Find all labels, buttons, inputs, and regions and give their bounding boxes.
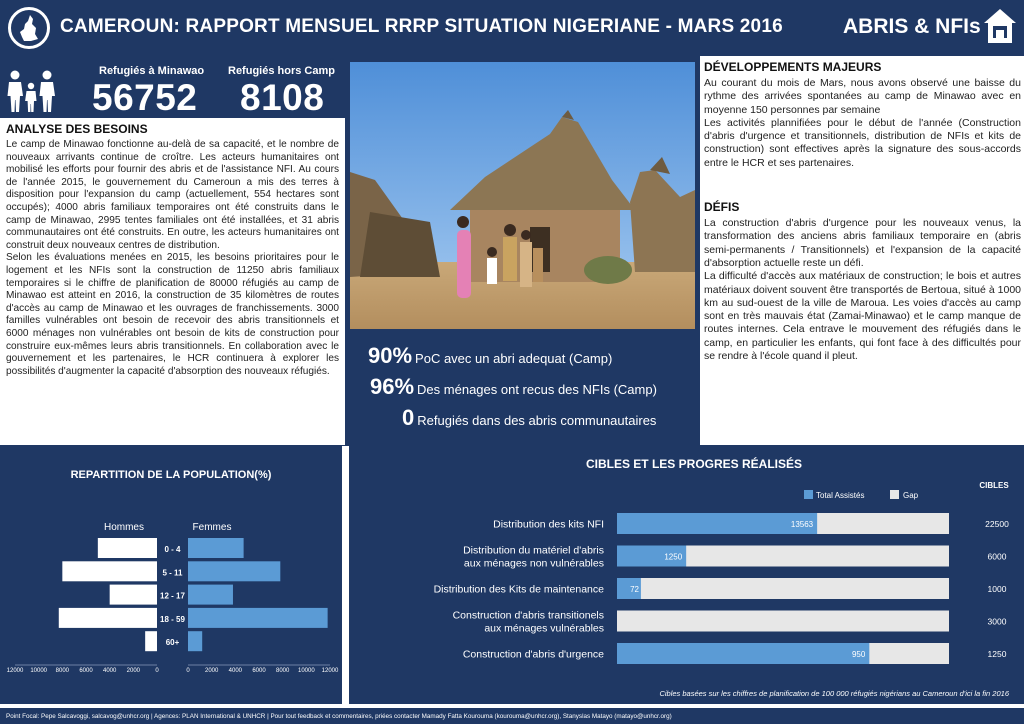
refugee-stats [0, 60, 342, 118]
pop-bar-hommes [98, 538, 157, 558]
target-assisted-label: 950 [851, 650, 866, 659]
target-gap-bar [617, 578, 949, 599]
legend-swatch-assisted [804, 490, 813, 499]
target-assisted-bar [617, 513, 817, 534]
pop-tick-right: 2000 [204, 668, 219, 674]
target-assisted-label: 13563 [790, 520, 814, 529]
pop-age-label: 0 - 4 [164, 545, 181, 554]
pop-tick-right: 8000 [275, 668, 290, 674]
house-icon [982, 6, 1018, 46]
target-value-label: 3000 [987, 616, 1007, 627]
targets-header: CIBLES [979, 481, 1009, 490]
report-title: CAMEROUN: RAPPORT MENSUEL RRRP SITUATION NIGERIANE - MARS 2016 [60, 16, 783, 37]
kpi-text: PoC avec un abri adequat (Camp) [415, 351, 613, 366]
hors-camp-value: 8108 [240, 77, 325, 118]
pop-bar-hommes [110, 585, 157, 605]
family-icon [6, 68, 56, 114]
legend-label-assisted: Total Assistés [816, 491, 865, 500]
target-value-label: 1000 [987, 584, 1007, 594]
pop-tick-right: 4000 [228, 668, 243, 674]
kpi-item [350, 374, 695, 400]
right-column [700, 56, 1024, 445]
challenges-paragraph: La difficulté d'accès aux matériaux de construction; le bois et autres matériaux doivent souvent être transportés de Bertoua, situé à 1000 km au sud-ouest de la ville de Maroua. Les voies d'accès au camp sont en très mauvais état (Zamai-Minawao) et le camp manque de routes internes. Cela entrave le mouvement des réfugiés dans le camp, en particulier les enfants, qui font face à des difficultés pour se rendre à l'école quand il pleut. [704, 270, 1021, 363]
minawao-label: Refugiés à Minawao [99, 65, 205, 77]
section-title: ABRIS & NFIs [843, 15, 981, 38]
target-category-label: Construction d'abris transitionels [452, 609, 604, 622]
pop-bar-femmes [188, 631, 202, 651]
pop-bar-femmes [188, 608, 328, 628]
pop-age-label: 60+ [165, 638, 180, 648]
pop-tick-left: 12000 [6, 668, 24, 674]
pop-tick-right: 0 [186, 668, 190, 674]
pop-tick-left: 2000 [126, 668, 141, 674]
pop-bar-hommes [59, 608, 157, 628]
kpi-text: Refugiés dans des abris communautaires [417, 413, 657, 428]
pop-tick-right: 10000 [297, 668, 315, 674]
pop-chart-title: REPARTITION DE LA POPULATION(%) [70, 469, 272, 481]
needs-paragraph: Le camp de Minawao fonctionne au-delà de sa capacité, et le nombre de nouveaux arrivants continue de croître. Les acteurs humanitaires ont mobilisé les efforts pour fournir des abris et de l'assistance NFI. Au cours de l'année 2015, le gouvernement du Cameroun a mis des terres à disposition pour l'expansion du camp (actuellement, 554 hectares sont occupés); 4000 abris familiaux temporaires ont été construits dans le camp de Minawao, 2995 tentes familiales ont été installées, et 31 abris communautaires ont été construits. En outre, les acteurs humanitaires ont construit deux nouveaux centres de distribution. [6, 139, 339, 251]
kpi-item [350, 343, 695, 369]
needs-paragraph: Selon les évaluations menées en 2015, les besoins prioritaires pour le logement et les NFIs sont la construction de 11250 abris familiaux temporaires si le chiffre de planification de 80000 réfugiés au camp de Minawao est atteint en 2016, la construction de 35 kilomètres de routes d'accès au camp de Minawao et les ouvrages de franchissements. 3000 familles vulnérables ont besoin de recevoir des abris transitionnels et 6000 ménages non vulnérables ont besoin de kits de construction pour construire eux-mêmes leurs abris transitionnels. En collaboration avec le gouvernement et les partenaires, le HCR continuera à explorer les possibilités d'augmenter la capacité d'absorption des nouveaux réfugiés. [6, 252, 339, 377]
pop-bar-femmes [188, 585, 233, 605]
pop-tick-left: 8000 [55, 668, 70, 674]
page-header [0, 0, 1024, 56]
target-category-label: Construction d'abris d'urgence [462, 648, 604, 661]
pop-bar-hommes [62, 561, 157, 581]
target-value-label: 22500 [985, 519, 1009, 529]
pop-tick-right: 6000 [252, 668, 266, 674]
legend-label-gap: Gap [903, 491, 919, 500]
pop-tick-left: 6000 [79, 668, 93, 674]
pop-tick-left: 4000 [102, 668, 117, 674]
footer-contacts: Point Focal: Pepe Salcavoggi, salcavog@unhcr.org | Agences: PLAN International & UNHCR | Pour tout feedback et commentaires, priées contacter Mamady Fatta Kourouma (kourouma@unhcr.org), Stanyslas Matayo (matayo@unhcr.org) [0, 708, 1024, 724]
kpi-box [350, 335, 695, 439]
pop-tick-left: 0 [155, 668, 159, 674]
kpi-value: 90% [368, 343, 413, 368]
targets-note: Cibles basées sur les chiffres de planification de 100 000 réfugiés nigérians au Cameroun d'ici la fin 2016 [659, 689, 1009, 698]
refugee-shelter-photo [350, 62, 695, 329]
target-category-label: Distribution des kits NFI [493, 518, 604, 531]
target-value-label: 1250 [987, 649, 1007, 659]
targets-chart-panel [349, 446, 1024, 704]
target-category-label: aux ménages non vulnérables [463, 557, 604, 570]
pop-right-label: Femmes [192, 522, 232, 533]
pop-left-label: Hommes [103, 522, 145, 533]
challenges-paragraph: La construction d'abris d'urgence pour les nouveaux venus, la transformation des anciens abris familiaux temporaire en (abris semi-permanents / Transitionnels) et l'expansion de la capacité d'absorption actuelle reste un défi. [704, 217, 1021, 269]
pop-tick-left: 10000 [30, 668, 48, 674]
targets-progress-chart [349, 446, 1024, 704]
target-assisted-bar [617, 643, 869, 664]
pop-age-label: 12 - 17 [160, 591, 185, 601]
target-assisted-label: 72 [630, 585, 639, 594]
pop-tick-right: 12000 [321, 668, 339, 674]
developments-paragraph: Au courant du mois de Mars, nous avons observé une baisse du rythme des arrivées spontanées au camp de Minawao avec en moyenne 150 personnes par semaine [704, 77, 1021, 116]
pop-bar-hommes [145, 631, 157, 651]
hors-camp-label: Refugiés hors Camp [228, 65, 335, 77]
pop-age-label: 5 - 11 [162, 568, 183, 578]
target-category-label: Distribution du matériel d'abris [463, 544, 604, 557]
developments-paragraph: Les activités plannifiées pour le début de l'année (Construction d'abris d'urgence et transitionnels, distribution de NFIs et kits de construction) sont effectives après la signature des sous-accords entre le HCR et ses partenaires. [704, 116, 1021, 169]
target-value-label: 6000 [987, 551, 1007, 562]
minawao-value: 56752 [92, 77, 198, 118]
target-gap-bar [617, 611, 949, 632]
population-pyramid-chart [0, 446, 342, 704]
legend-swatch-gap [890, 490, 899, 499]
population-chart-panel [0, 446, 342, 704]
challenges-heading: DÉFIS [704, 200, 740, 215]
pop-age-label: 18 - 59 [160, 614, 185, 624]
needs-analysis [0, 118, 345, 445]
panel-divider [342, 446, 349, 704]
pop-bar-femmes [188, 561, 280, 581]
kpi-value: 96% [370, 374, 415, 399]
developments-heading: DÉVELOPPEMENTS MAJEURS [704, 60, 882, 74]
kpi-item [350, 405, 695, 431]
kpi-text: Des ménages ont recus des NFIs (Camp) [417, 382, 657, 397]
kpi-value: 0 [402, 405, 415, 430]
targets-chart-title: CIBLES ET LES PROGRES RÉALISÉS [585, 457, 803, 471]
pop-bar-femmes [188, 538, 244, 558]
target-category-label: aux ménages vulnérables [484, 622, 604, 635]
cameroon-logo-icon [8, 7, 50, 49]
target-assisted-label: 1250 [664, 552, 683, 562]
needs-heading: ANALYSE DES BESOINS [6, 122, 148, 136]
target-category-label: Distribution des Kits de maintenance [433, 583, 604, 596]
